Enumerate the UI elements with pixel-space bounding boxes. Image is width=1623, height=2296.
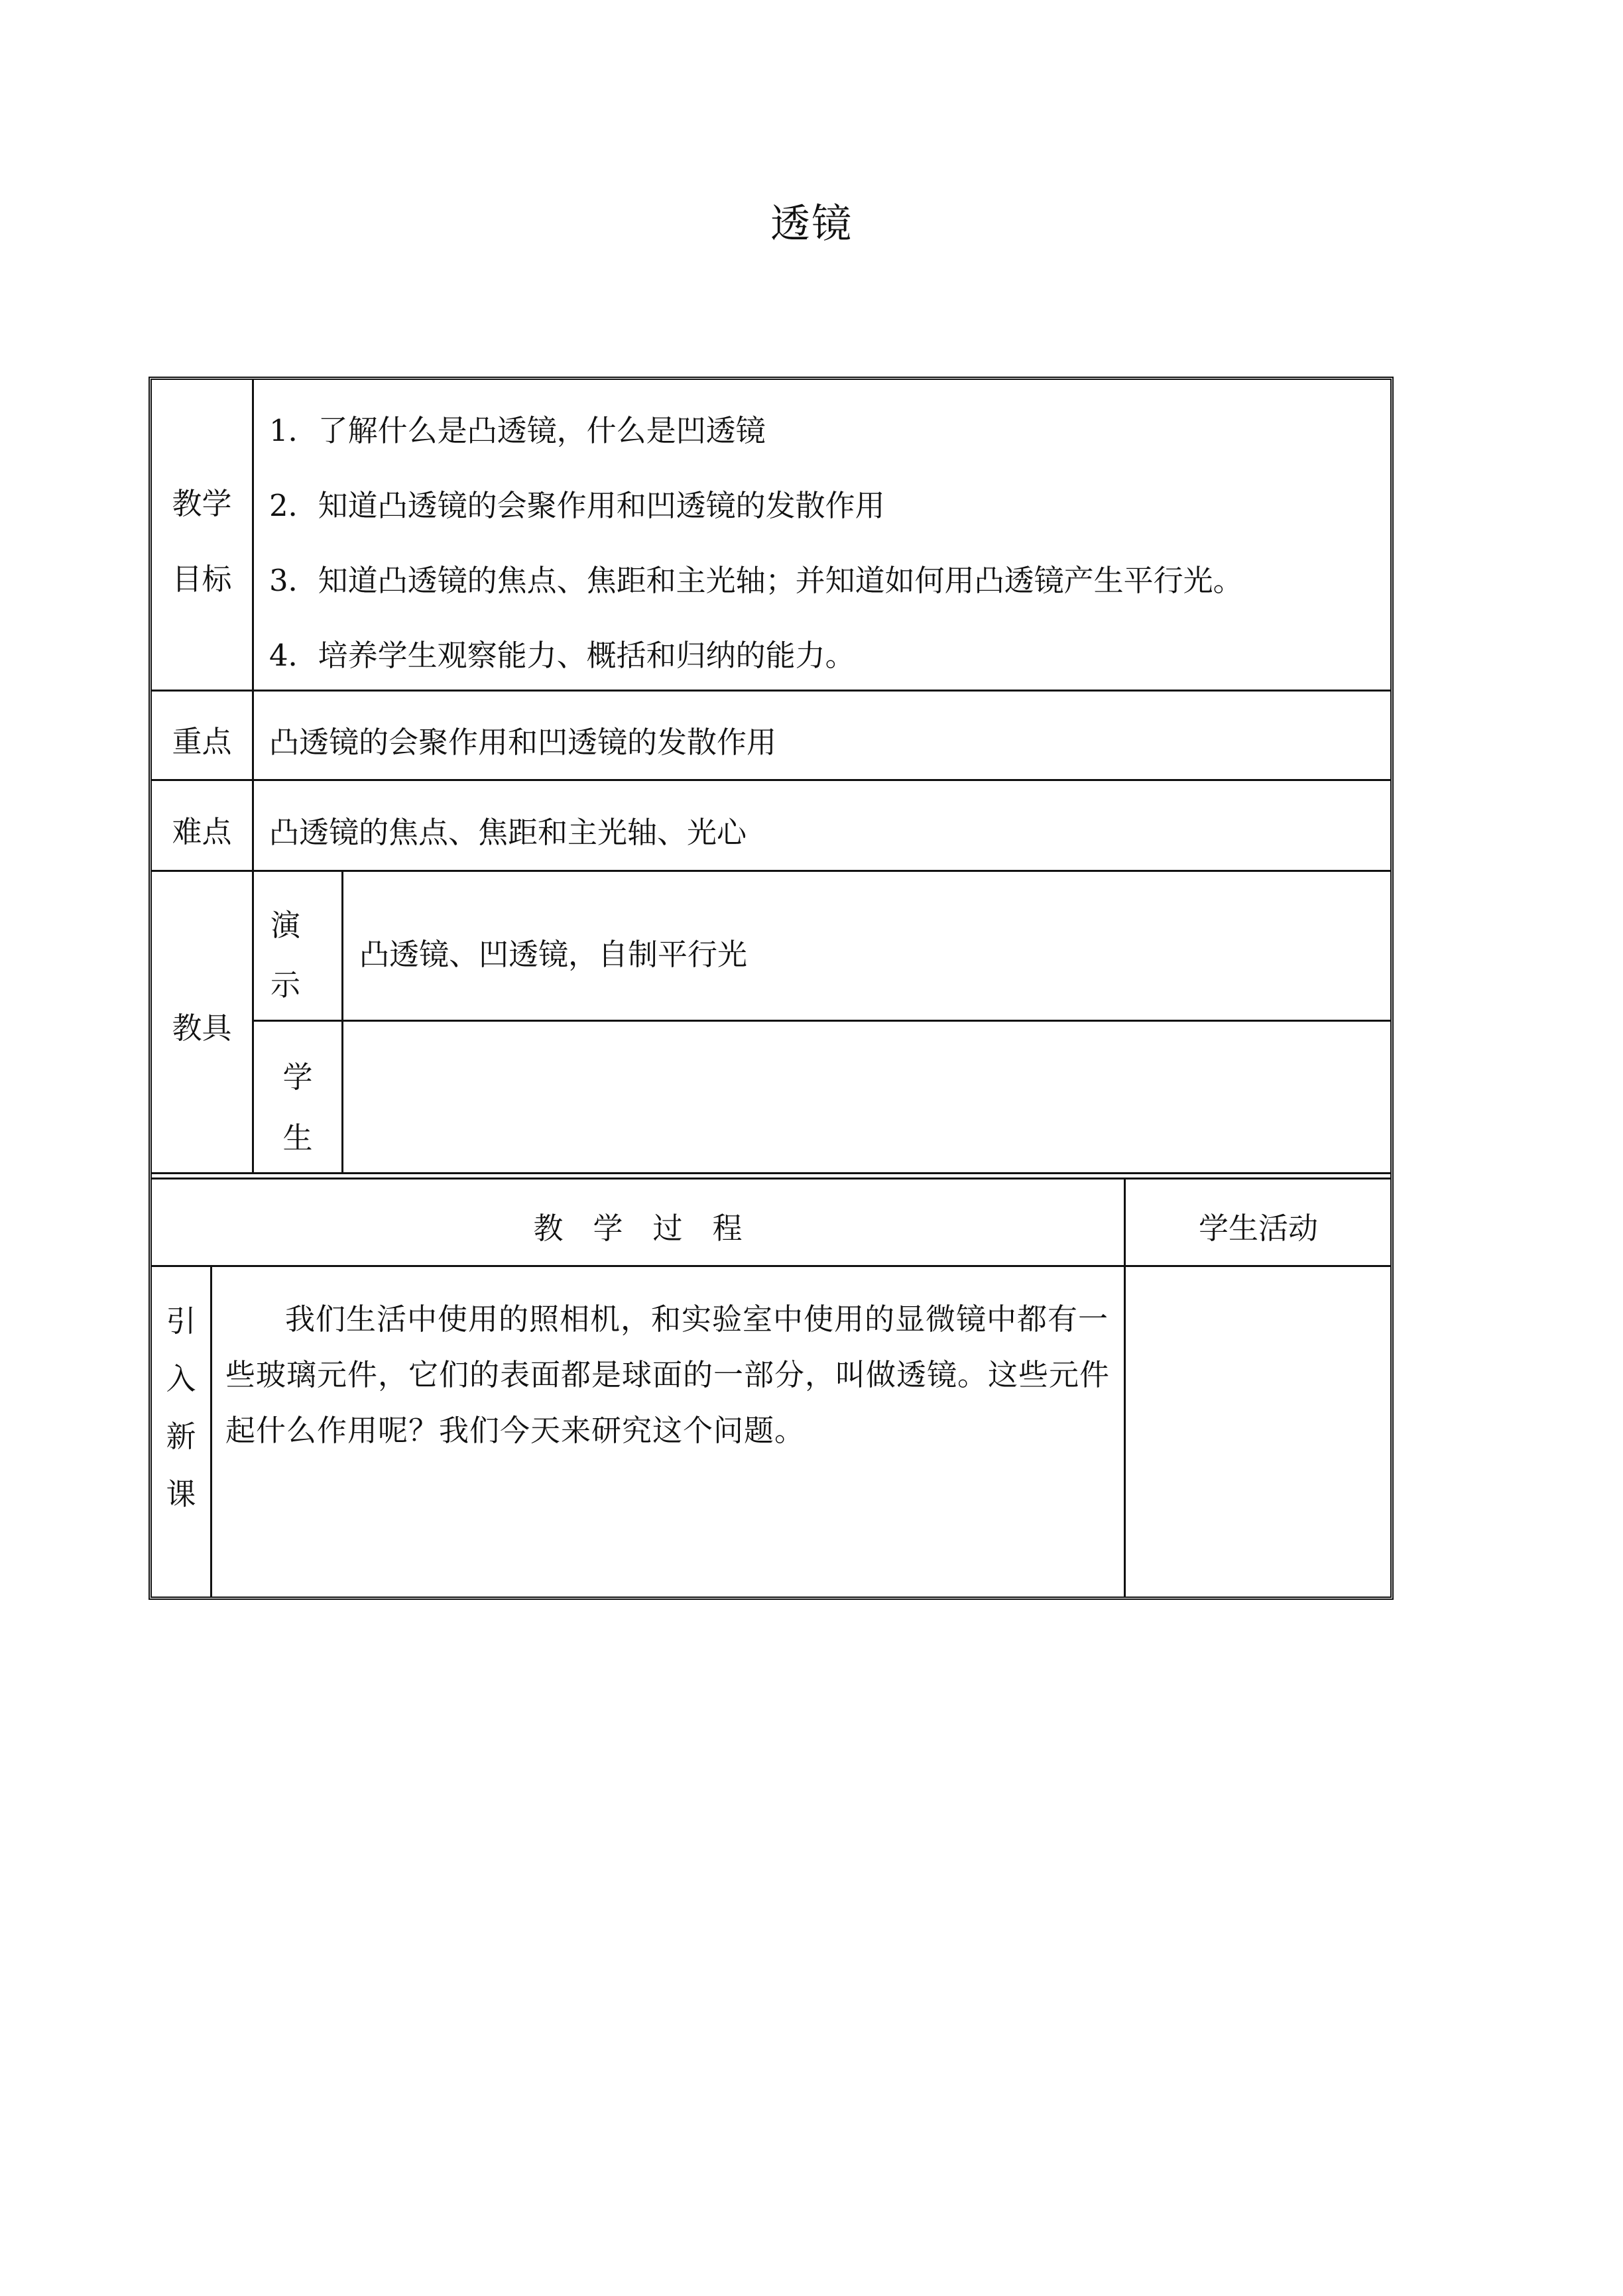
demo-equipment-text: 凸透镜、凹透镜，自制平行光	[359, 937, 748, 972]
objective-item-1: 1．了解什么是凸透镜，什么是凹透镜	[269, 413, 766, 448]
key-point-text: 凸透镜的会聚作用和凹透镜的发散作用	[269, 725, 777, 760]
row-divider-aids-double-1	[152, 1172, 1391, 1174]
activity-header: 学生活动	[1198, 1211, 1318, 1246]
objectives-label-line2: 目标	[172, 562, 232, 597]
section-label-char-2: 入	[166, 1361, 196, 1396]
row-divider-demo	[252, 1020, 1391, 1022]
section-label-char-3: 新	[166, 1419, 196, 1454]
col-divider-aids-sub	[341, 870, 343, 1174]
objective-item-2: 2．知道凸透镜的会聚作用和凹透镜的发散作用	[269, 488, 885, 523]
objectives-label-line1: 教学	[172, 486, 232, 521]
difficulty-label: 难点	[172, 814, 232, 849]
demo-label-line2: 示	[270, 967, 300, 1002]
row-divider-objectives	[152, 690, 1391, 692]
row-divider-difficulty	[152, 870, 1391, 872]
objective-item-4: 4．培养学生观察能力、概括和归纳的能力。	[269, 638, 855, 673]
row-divider-header	[152, 1265, 1391, 1267]
col-divider-label	[252, 380, 254, 1174]
col-divider-section	[210, 1265, 212, 1597]
teaching-aids-label: 教具	[172, 1010, 232, 1046]
process-header: 教 学 过 程	[533, 1211, 743, 1246]
demo-label-line1: 演	[270, 908, 300, 943]
student-label-line2: 生	[282, 1120, 313, 1156]
key-point-label: 重点	[172, 724, 232, 759]
objective-item-3: 3．知道凸透镜的焦点、焦距和主光轴；并知道如何用凸透镜产生平行光。	[269, 563, 1243, 598]
document-title: 透镜	[770, 201, 853, 247]
section-label-char-1: 引	[166, 1303, 196, 1339]
row-divider-key-point	[152, 779, 1391, 781]
introduction-paragraph: 我们生活中使用的照相机，和实验室中使用的显微镜中都有一些玻璃元件，它们的表面都是球面的一部分，叫做透镜。这些元件起什么作用呢？我们今天来研究这个问题。	[225, 1301, 1111, 1448]
row-divider-aids-double-2	[152, 1178, 1391, 1179]
difficulty-text: 凸透镜的焦点、焦距和主光轴、光心	[269, 815, 747, 850]
student-label-line1: 学	[282, 1059, 313, 1095]
section-label-char-4: 课	[166, 1477, 196, 1512]
